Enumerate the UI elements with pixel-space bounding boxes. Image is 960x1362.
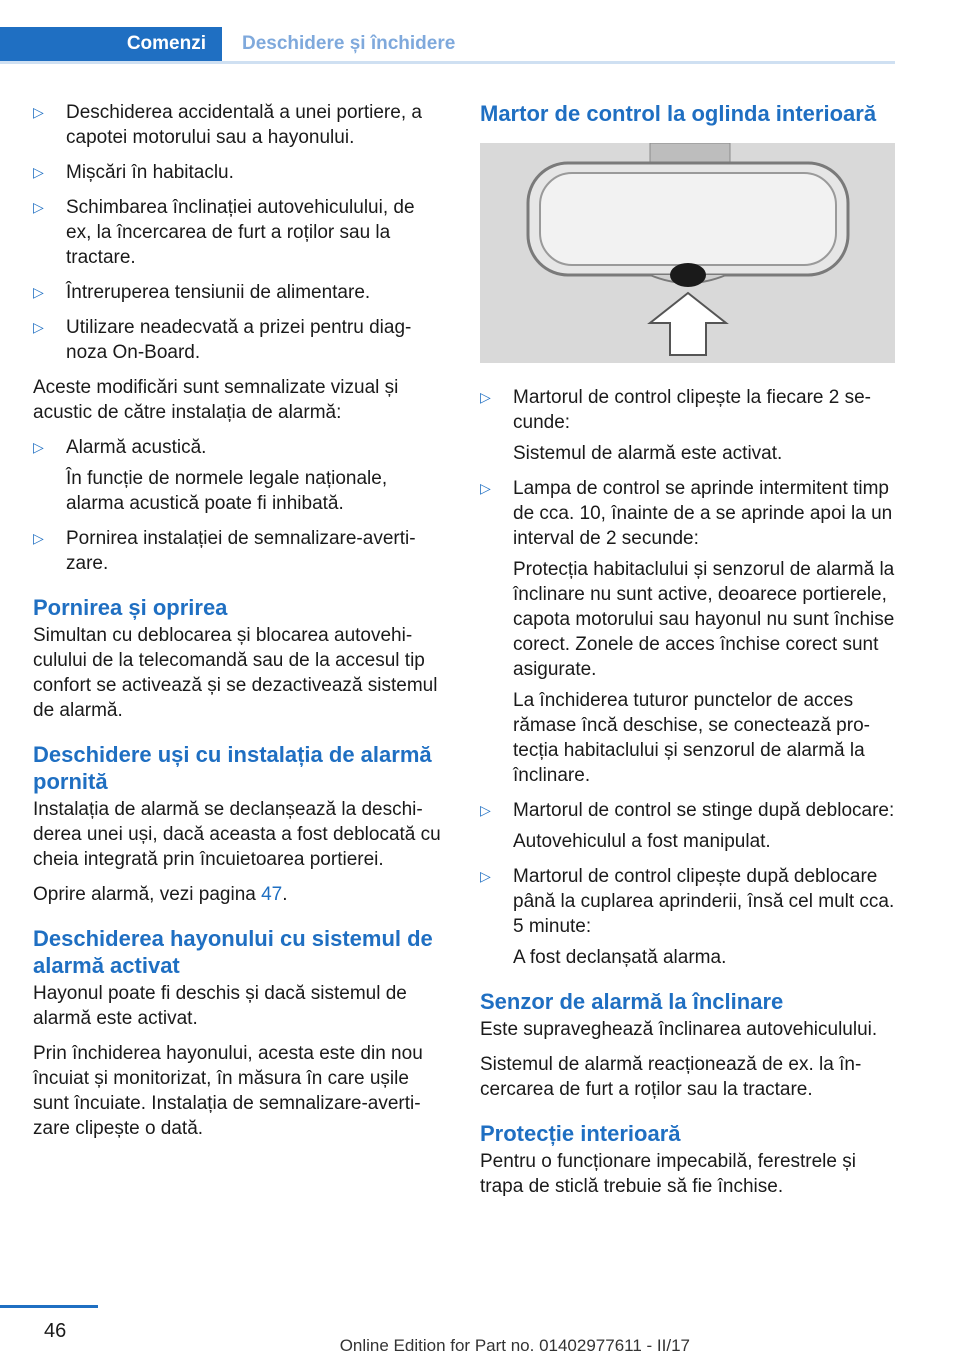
triangle-bullet-icon: ▷ [33,199,44,215]
list-item: ▷ Utilizare neadecvată a prizei pentru diagnoza On-Board. [33,317,412,363]
tab-deschidere-inchidere[interactable]: Deschidere și închidere [242,33,456,54]
heading-hayon: Deschiderea hayonului cu sistemul de alarmă activat [33,926,433,978]
right-column [480,100,895,1209]
heading-senzor: Senzor de alarmă la înclinare [480,989,784,1014]
list-item-detail: Autovehiculul a fost manipulat. [513,831,771,852]
triangle-bullet-icon: ▷ [480,868,491,884]
list-item-detail: La închiderea tuturor punctelor de acces rămase încă deschise, se conectează protecția habitaclului și senzorul de alarmă la înclinare. [513,690,870,786]
paragraph: Simultan cu deblocarea și blocarea autovehiculului de la telecomandă sau de la accesul tip confort se activează și se dezactivează sistemul de alarmă. [33,625,438,721]
edition-note: Online Edition for Part no. 01402977611 - II/17 [339,1336,690,1355]
triangle-bullet-icon: ▷ [33,439,44,455]
paragraph: Hayonul poate fi deschis și dacă sistemul de alarmă este activat. [33,983,407,1029]
tab-comenzi[interactable]: Comenzi [0,27,222,61]
list-item: ▷ Martorul de control se stinge după deblocare: Autovehiculul a fost manipulat. [480,800,895,852]
list-item-detail: A fost declanșată alarma. [513,947,727,968]
footer-accent-line [0,1305,98,1308]
triangle-bullet-icon: ▷ [480,802,491,818]
list-item-detail: Sistemul de alarmă este activat. [513,443,783,464]
heading-pornire: Pornirea și oprirea [33,595,228,620]
list-item: ▷ Deschiderea accidentală a unei portiere, a capotei motorului sau a hayonului. [33,102,422,148]
paragraph: Sistemul de alarmă reacționează de ex. la încercarea de furt a roților sau la tractare. [480,1054,862,1100]
list-item: ▷ Martorul de control clipește la fiecare 2 secunde: Sistemul de alarmă este activat. [480,385,895,466]
page-link-47[interactable]: 47 [261,884,283,905]
heading-protectie: Protecție interioară [480,1121,681,1146]
paragraph: Instalația de alarmă se declanșează la deschiderea unei uși, dacă aceasta a fost deblocată cu cheia integrată prin încuietoarea portierei. [33,799,441,870]
page-number: 46 [44,1320,67,1342]
list-item-detail: Protecția habitaclului și senzorul de alarmă la înclinare nu sunt active, deoarece portierele, capota motorului sau hayonul nu sunt închise corect. Zonele de acces închise corect sunt asigurate. [513,559,895,680]
triangle-bullet-icon: ▷ [33,164,44,180]
paragraph: Este supraveghează înclinarea autovehiculului. [480,1019,878,1040]
triangle-bullet-icon: ▷ [33,319,44,335]
list-item: ▷ Întreruperea tensiunii de alimentare. [33,282,371,303]
left-column [33,100,443,1151]
list-item-detail: În funcție de normele legale naționale, alarma acustică poate fi inhibată. [66,468,388,514]
heading-deschidere-usi: Deschidere uși cu instalația de alarmă pornită [33,742,432,794]
rearview-mirror-illustration [480,143,895,363]
heading-martor: Martor de control la oglinda interioară [480,101,877,126]
list-item: ▷ Mișcări în habitaclu. [33,162,234,183]
paragraph-oprire: Oprire alarmă, vezi pagina 47. [33,884,288,905]
list-item: ▷ Schimbarea înclinației autovehiculului, de ex, la încercarea de furt a roților sau la tractare. [33,197,415,268]
paragraph: Pentru o funcționare impecabilă, ferestrele și trapa de sticlă trebuie să fie închise. [480,1151,856,1197]
list-item: ▷ Pornirea instalației de semnalizare-avertizare. [33,528,416,574]
paragraph: Prin închiderea hayonului, acesta este din nou încuiat și monitorizat, în măsura în care ușile sunt încuiate. Instalația de semnalizare-avertizare clipește o dată. [33,1043,423,1139]
paragraph: Aceste modificări sunt semnalizate vizual și acustic de către instalația de alarmă: [33,377,399,423]
triangle-bullet-icon: ▷ [33,284,44,300]
triangle-bullet-icon: ▷ [33,104,44,120]
list-item: ▷ Martorul de control clipește după deblocare până la cuplarea aprinderii, însă cel mult cca. 5 minute: A fost declanșată alarma. [480,866,895,968]
triangle-bullet-icon: ▷ [480,389,491,405]
list-item: ▷ Alarmă acustică. În funcție de normele legale naționale, alarma acustică poate fi inhibată. [33,435,443,516]
triangle-bullet-icon: ▷ [480,480,491,496]
list-item: ▷ Lampa de control se aprinde intermitent timp de cca. 10, înainte de a se aprinde apoi la un interval de 2 secunde: Protecția habitaclului și senzorul de alarmă la înclinare nu sunt active, deoarece portierele, capota motorului sau hayonul nu sunt închise corect. Zonele de acces închise corect sunt asigurate. La închiderea tuturor punctelor de acces rămase încă deschise, se conectează protecția habitaclului și senzorul de alarmă la înclinare. [480,478,895,786]
triangle-bullet-icon: ▷ [33,530,44,546]
